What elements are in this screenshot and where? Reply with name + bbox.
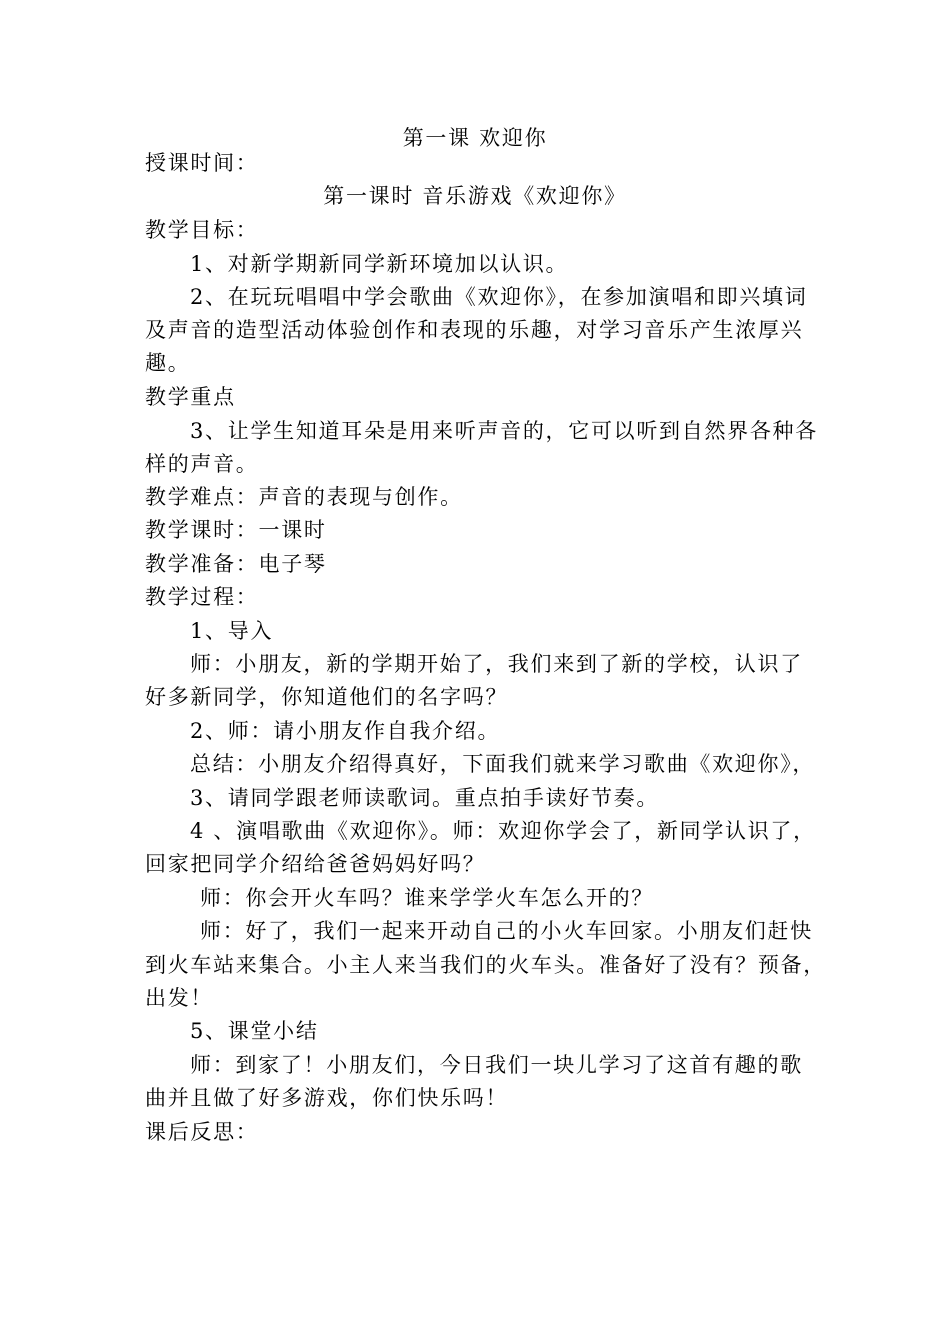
hours-line: 教学课时：一课时 — [145, 518, 327, 542]
step-2: 2、师：请小朋友作自我介绍。 — [190, 719, 501, 743]
goal-2-line-3: 趣。 — [145, 351, 191, 375]
key-points-heading: 教学重点 — [145, 385, 236, 409]
summary-line: 总结：小朋友介绍得真好，下面我们就来学习歌曲《欢迎你》， — [190, 752, 816, 776]
key-point-3-line-1: 3、让学生知道耳朵是用来听声音的，它可以听到自然界各种各 — [190, 419, 818, 443]
class-time-label: 授课时间： — [145, 151, 259, 175]
process-heading: 教学过程： — [145, 585, 259, 609]
teacher-go-line-1: 师：好了，我们一起来开动自己的小火车回家。小朋友们赶快 — [200, 919, 813, 943]
lesson-title: 第一课 欢迎你 — [402, 126, 548, 150]
key-point-3-line-2: 样的声音。 — [145, 452, 259, 476]
goal-2-line-1: 2、在玩玩唱唱中学会歌曲《欢迎你》，在参加演唱和即兴填词 — [190, 285, 808, 309]
goals-heading: 教学目标： — [145, 218, 259, 242]
step-5: 5、课堂小结 — [190, 1019, 319, 1043]
reflection-label: 课后反思： — [145, 1120, 259, 1144]
goal-2-line-2: 及声音的造型活动体验创作和表现的乐趣，对学习音乐产生浓厚兴 — [145, 318, 804, 342]
teacher-intro-line-2: 好多新同学，你知道他们的名字吗？ — [145, 685, 509, 709]
difficulty-line: 教学难点：声音的表现与创作。 — [145, 485, 463, 509]
teacher-end-line-2: 曲并且做了好多游戏，你们快乐吗！ — [145, 1086, 509, 1110]
teacher-intro-line-1: 师：小朋友，新的学期开始了，我们来到了新的学校，认识了 — [190, 652, 803, 676]
step-4-line-1: 4 、演唱歌曲《欢迎你》。师：欢迎你学会了，新同学认识了， — [190, 819, 816, 843]
step-1: 1、导入 — [190, 619, 274, 643]
step-3: 3、请同学跟老师读歌词。重点拍手读好节奏。 — [190, 786, 660, 810]
teacher-train-question: 师：你会开火车吗？谁来学学火车怎么开的？ — [200, 886, 654, 910]
step-4-line-2: 回家把同学介绍给爸爸妈妈好吗？ — [145, 852, 486, 876]
teacher-go-line-3: 出发！ — [145, 986, 214, 1010]
goal-1: 1、对新学期新同学新环境加以认识。 — [190, 252, 569, 276]
teacher-go-line-2: 到火车站来集合。小主人来当我们的火车头。准备好了没有？预备， — [145, 953, 826, 977]
lesson-subtitle: 第一课时 音乐游戏《欢迎你》 — [323, 184, 627, 208]
preparation-line: 教学准备：电子琴 — [145, 552, 327, 576]
teacher-end-line-1: 师：到家了！小朋友们，今日我们一块儿学习了这首有趣的歌 — [190, 1053, 803, 1077]
